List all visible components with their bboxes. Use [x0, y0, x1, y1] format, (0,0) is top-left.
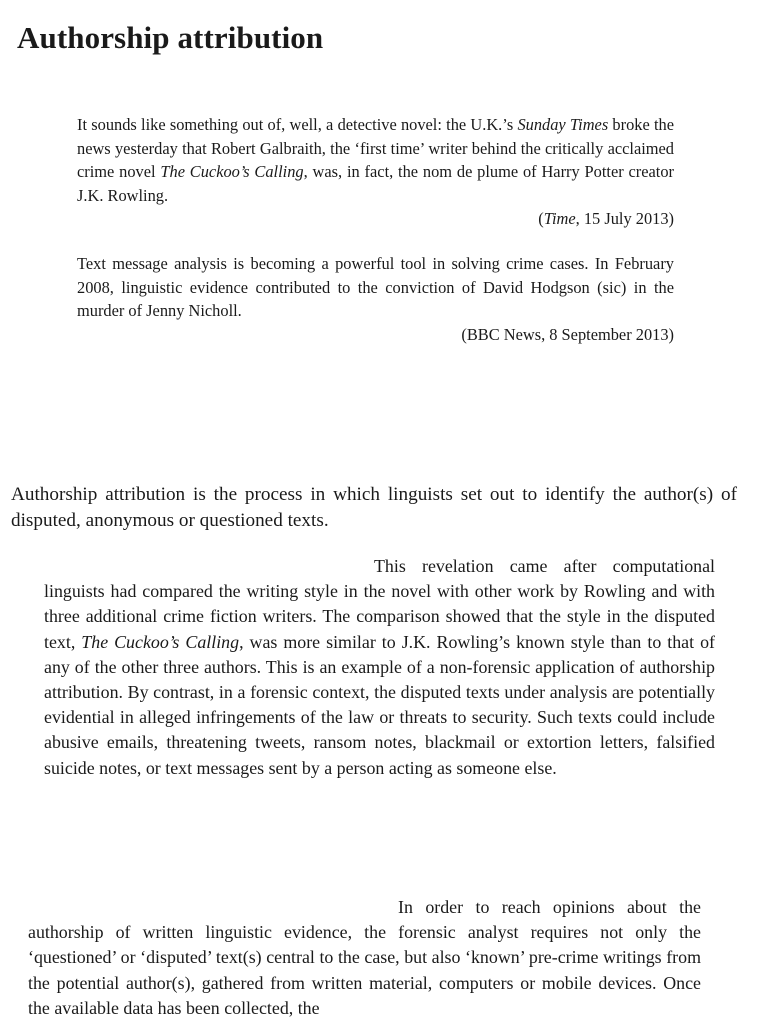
page-title: Authorship attribution: [17, 20, 324, 55]
epigraph-quote-time: [77, 113, 674, 231]
quote-text-part: , was, in fact, the nom de plume of Harry Potter creator J.K. Rowling.: [77, 162, 674, 205]
novel-title: The Cuckoo’s Calling: [81, 631, 240, 652]
paragraph-text-part: This revelation came after computational linguists had compared the writing style in the novel with other work by Rowling and with three additional crime fiction writers. The comparison showed that the style in the disputed text,: [44, 556, 715, 652]
paragraph-text-part: , was more similar to J.K. Rowling’s known style than to that of any of the other three authors. This is an example of a non-forensic application of authorship attribution. By contrast, in a forensic context, the disputed texts under analysis are potentially evidential in alleged infringements of the law or threats to security. Such texts could include abusive emails, threatening tweets, ransom notes, blackmail or extortion letters, falsified suicide notes, or text messages sent by a person acting as someone else.: [44, 631, 715, 778]
epigraph-quote-bbc: [77, 252, 674, 346]
quote-text: Text message analysis is becoming a powerful tool in solving crime cases. In February 2008, linguistic evidence contributed to the conviction of David Hodgson (sic) in the murder of Jenny Nicholl.: [77, 254, 674, 320]
definition-statement: Authorship attribution is the process in which linguists set out to identify the author(s) of disputed, anonymous or questioned texts.: [11, 484, 737, 531]
source-date: , 15 July 2013): [575, 209, 674, 228]
quote-text-part: broke the news yesterday that Robert Galbraith, the ‘first time’ writer behind the critically acclaimed crime novel: [77, 115, 675, 181]
quote-text-part: It sounds like something out of, well, a detective novel: the U.K.’s: [77, 115, 518, 134]
body-paragraph: In order to reach opinions about the authorship of written linguistic evidence, the forensic analyst requires not only the ‘questioned’ or ‘disputed’ text(s) central to the case, but also ‘known’ pre-crime writings from the potential author(s), gathered from written material, computers or mobile devices. Once the available data has been collected, the: [28, 897, 701, 1018]
source-publication: Time: [543, 209, 576, 228]
quote-text: [77, 113, 674, 207]
source-paren: (: [538, 209, 544, 228]
novel-title: The Cuckoo’s Calling: [160, 162, 304, 181]
newspaper-title: Sunday Times: [517, 115, 609, 134]
quote-source: [77, 207, 674, 231]
quote-source: (BBC News, 8 September 2013): [461, 324, 674, 344]
body-paragraph: [44, 554, 715, 781]
